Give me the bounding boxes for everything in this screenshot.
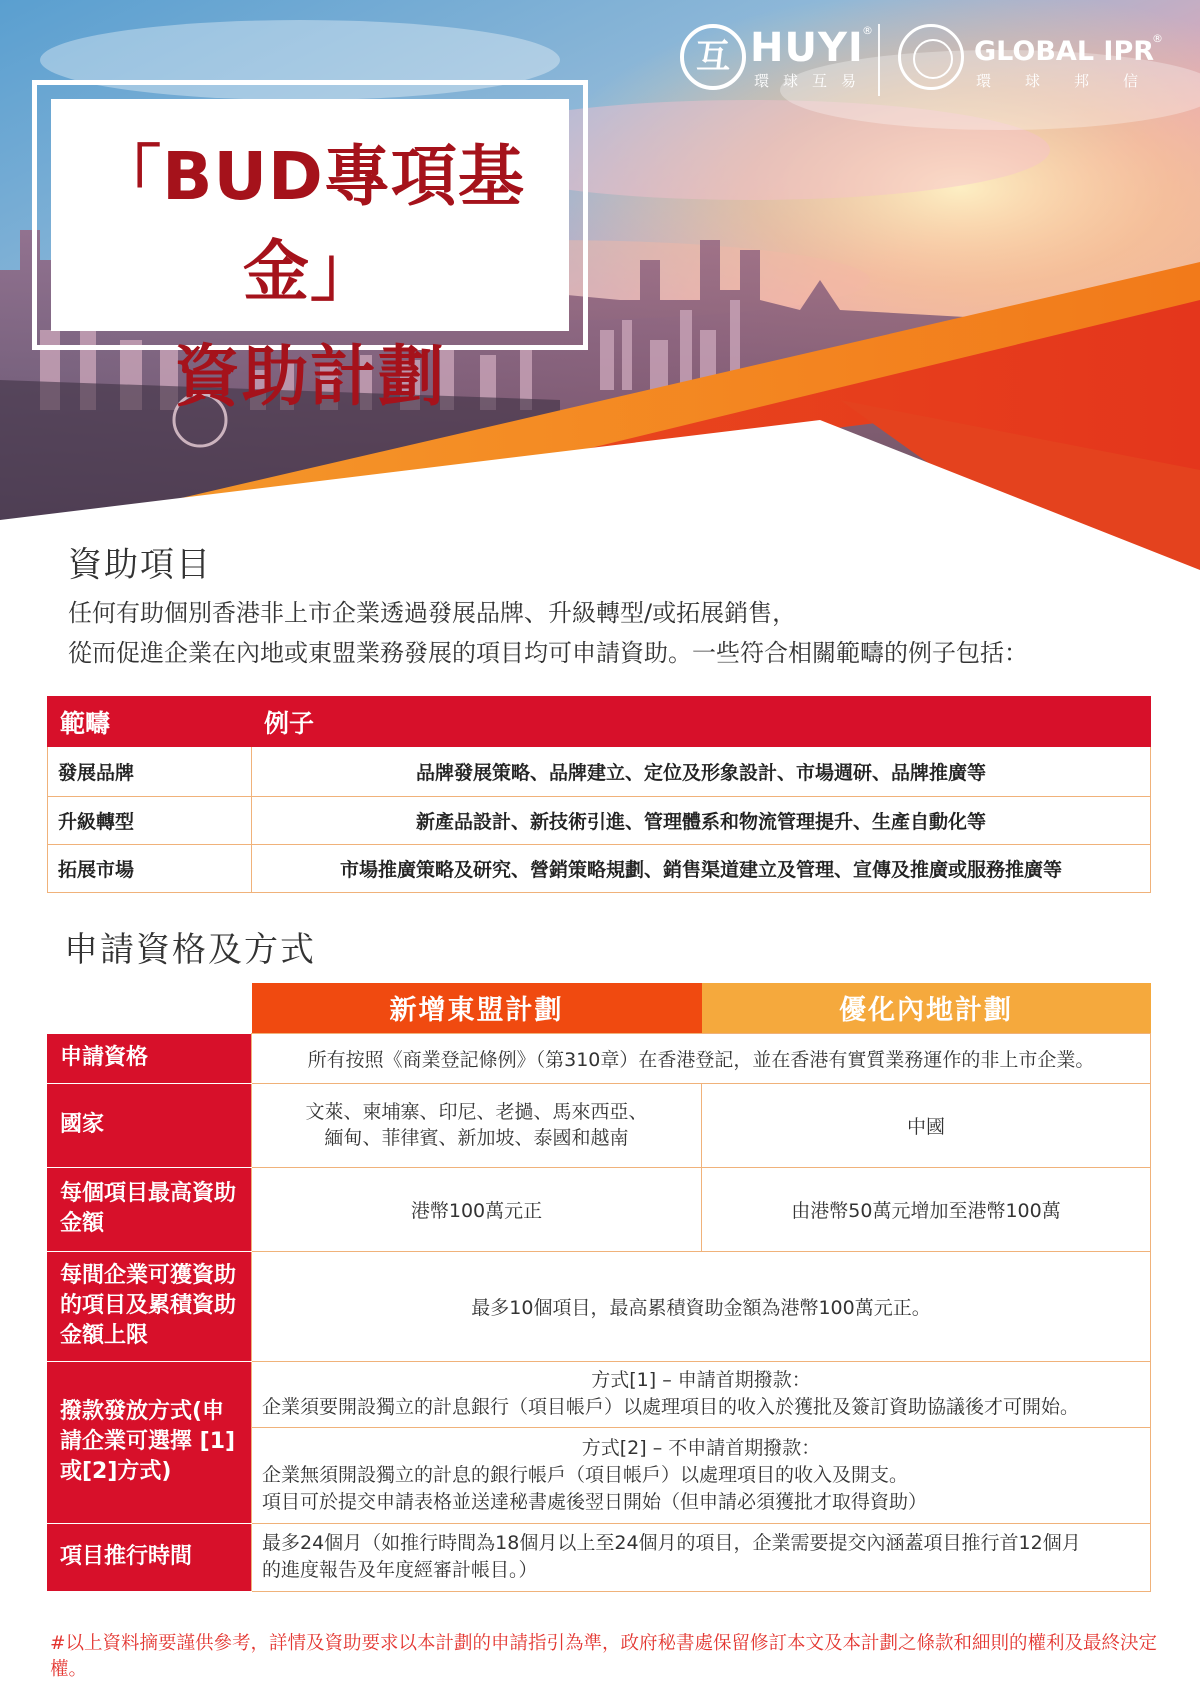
payment-method-2-text-2: 項目可於提交申請表格並送達秘書處後翌日開始（但申請必須獲批才取得資助）: [262, 1490, 928, 1513]
table-row: [48, 1083, 1151, 1167]
page-title-line-1: 「BUD專項基金」: [95, 138, 525, 310]
asean-countries: [252, 1083, 702, 1167]
mainland-country: 中國: [702, 1083, 1151, 1167]
duration-text-2: 的進度報告及年度經審計帳目。）: [262, 1559, 538, 1581]
mainland-plan-header: 優化內地計劃: [702, 983, 1151, 1033]
table-row: [48, 797, 1151, 845]
funding-scope-intro: [68, 593, 1128, 673]
table-row: [48, 1033, 1151, 1083]
title-panel: [51, 99, 569, 415]
page-title-line-2: 資助計劃: [174, 338, 446, 415]
eligibility-value: 所有按照《商業登記條例》（第310章）在香港登記，並在香港有實質業務運作的非上市企業。: [252, 1033, 1151, 1083]
huyi-registered-mark: ®: [862, 24, 873, 37]
payment-method-label: 撥款發放方式(申請企業可選擇 [1]或[2]方式): [48, 1361, 252, 1523]
huyi-logo-subtitle: 環球互易: [754, 72, 871, 90]
table-row: [48, 1167, 1151, 1251]
intro-line-2: 從而促進企業在內地或東盟業務發展的項目均可申請資助。一些符合相關範疇的例子包括：: [68, 639, 1028, 667]
disclaimer-footnote: #以上資料摘要謹供參考，詳情及資助要求以本計劃的申請指引為準，政府秘書處保留修訂本文及本計劃之條款和細則的權利及最終決定權。: [50, 1633, 1158, 1680]
huyi-logo-name: HUYI: [750, 25, 864, 71]
intro-line-1: 任何有助個別香港非上市企業透過發展品牌、升級轉型/或拓展銷售，: [68, 599, 797, 627]
duration-label: 項目推行時間: [48, 1523, 252, 1591]
title-frame: [32, 80, 588, 415]
table-row: [48, 1523, 1151, 1591]
asean-plan-header: 新增東盟計劃: [252, 983, 702, 1033]
duration-text-1: 最多24個月（如推行時間為18個月以上至24個月的項目，企業需要提交內涵蓋項目推行首12個月: [262, 1532, 1081, 1554]
logo-divider: [878, 24, 880, 96]
scope-column-header: 範疇: [48, 697, 252, 747]
table-header-row: [48, 697, 1151, 747]
eligibility-table: [47, 983, 1151, 1592]
duration-value: [252, 1523, 1151, 1591]
funding-scope-heading: 資助項目: [68, 545, 212, 585]
examples-column-header: 例子: [252, 697, 1151, 747]
max-funding-label: 每個項目最高資助金額: [48, 1167, 252, 1251]
country-label: 國家: [48, 1083, 252, 1167]
payment-method-1-text: 企業須要開設獨立的計息銀行（項目帳戶）以處理項目的收入於獲批及簽訂資助協議後才可開始。: [262, 1396, 1080, 1418]
blank-corner: [48, 983, 252, 1033]
table-row: [48, 747, 1151, 797]
cumulative-cap-value: 最多10個項目，最高累積資助金額為港幣100萬元正。: [252, 1251, 1151, 1361]
eligibility-label: 申請資格: [48, 1033, 252, 1083]
table-row: [48, 1361, 1151, 1427]
payment-method-2: [252, 1427, 1151, 1523]
table-row: [48, 845, 1151, 893]
plan-header-row: [48, 983, 1151, 1033]
payment-method-1-title: 方式[1] – 申請首期撥款：: [591, 1369, 811, 1391]
gipr-registered-mark: ®: [1152, 32, 1163, 45]
table-row: [48, 1251, 1151, 1361]
asean-max-funding: 港幣100萬元正: [252, 1167, 702, 1251]
example-cell: 新產品設計、新技術引進、管理體系和物流管理提升、生產自動化等: [252, 797, 1151, 845]
hero-banner: [0, 0, 1200, 570]
global-ipr-logo-subtitle: 環球邦信: [976, 72, 1173, 90]
payment-method-1: [252, 1361, 1151, 1427]
payment-method-2-text-1: 企業無須開設獨立的計息的銀行帳戶（項目帳戶）以處理項目的收入及開支。: [262, 1463, 909, 1486]
scope-cell: 升級轉型: [48, 797, 252, 845]
cumulative-cap-label: 每間企業可獲資助的項目及累積資助金額上限: [48, 1251, 252, 1361]
huyi-logo-icon: 互: [680, 24, 746, 90]
example-cell: 品牌發展策略、品牌建立、定位及形象設計、市場週研、品牌推廣等: [252, 747, 1151, 797]
brand-logos: [680, 22, 1180, 97]
asean-countries-line-2: 緬甸、菲律賓、新加坡、泰國和越南: [324, 1127, 629, 1149]
global-ipr-logo-name: GLOBAL IPR: [974, 36, 1155, 67]
payment-method-2-title: 方式[2] – 不申請首期撥款：: [581, 1436, 821, 1459]
asean-countries-line-1: 文萊、柬埔寨、印尼、老撾、馬來西亞、: [305, 1101, 648, 1123]
scope-cell: 發展品牌: [48, 747, 252, 797]
eligibility-heading: 申請資格及方式: [64, 930, 316, 970]
example-cell: 市場推廣策略及研究、營銷策略規劃、銷售渠道建立及管理、宣傳及推廣或服務推廣等: [252, 845, 1151, 893]
mainland-max-funding: 由港幣50萬元增加至港幣100萬: [702, 1167, 1151, 1251]
scope-examples-table: [47, 696, 1151, 893]
scope-cell: 拓展市場: [48, 845, 252, 893]
global-ipr-seal-icon: [898, 24, 964, 90]
